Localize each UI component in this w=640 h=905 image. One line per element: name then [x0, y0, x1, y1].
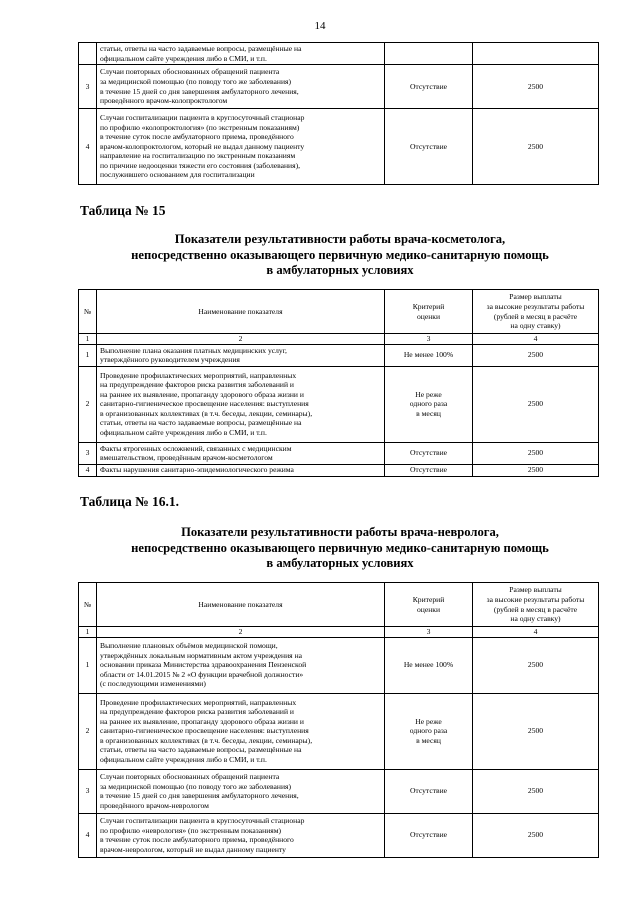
column-number: 1	[79, 334, 97, 345]
indicator-name: Случаи повторных обоснованных обращений пациента за медицинской помощью (по поводу того же заболевания) в течение 15 дней со дня завершения амбулаторного лечения, проведённого врачом-колопроктологом	[97, 65, 385, 109]
row-number: 4	[79, 464, 97, 476]
column-number: 1	[79, 627, 97, 638]
criterion-cell: Не реже одного раза в месяц	[385, 366, 473, 442]
table-row	[79, 109, 599, 185]
table-row	[79, 769, 599, 813]
column-number: 3	[385, 334, 473, 345]
table-row	[79, 637, 599, 693]
table-row	[79, 366, 599, 442]
indicator-name: Факты ятрогенных осложнений, связанных с медицинским вмешательством, проведённым врачом-косметологом	[97, 442, 385, 464]
payment-cell: 2500	[473, 637, 599, 693]
criterion-cell: Не реже одного раза в месяц	[385, 693, 473, 769]
table-row	[79, 43, 599, 65]
row-number: 3	[79, 769, 97, 813]
header-criterion: Критерий оценки	[385, 290, 473, 334]
table-row	[79, 344, 599, 366]
row-number: 3	[79, 65, 97, 109]
table-header-row	[79, 583, 599, 627]
payment-cell: 2500	[473, 693, 599, 769]
row-number: 4	[79, 109, 97, 185]
row-number: 4	[79, 813, 97, 857]
header-num: №	[79, 290, 97, 334]
table-row	[79, 813, 599, 857]
indicator-name: Проведение профилактических мероприятий, направленных на предупреждение факторов риска развития заболеваний и на раннее их выявление, пропаганду здорового образа жизни и санитарно-гигиеническое просвещение населения: выступления в организованных коллективах (в т.ч. беседы, лекции, семинары), статьи, ответы на часто задаваемые вопросы, размещённые на официальном сайте учреждения либо в СМИ, и т.п.	[97, 366, 385, 442]
row-number: 1	[79, 344, 97, 366]
page-number: 14	[314, 20, 326, 32]
criterion-cell: Отсутствие	[385, 813, 473, 857]
column-number: 2	[97, 627, 385, 638]
table-15-title: Показатели результативности работы врача-косметолога, непосредственно оказывающего первичную медико-санитарную помощь в амбулаторных условиях	[131, 232, 549, 277]
column-number: 3	[385, 627, 473, 638]
row-number: 3	[79, 442, 97, 464]
indicator-name: Выполнение плана оказания платных медицинских услуг, утверждённого руководителем учреждения	[97, 344, 385, 366]
table-header-row	[79, 290, 599, 334]
criterion-cell: Не менее 100%	[385, 344, 473, 366]
criterion-cell	[385, 43, 473, 65]
table-15-label: Таблица № 15	[80, 203, 166, 218]
indicator-name: статьи, ответы на часто задаваемые вопросы, размещённые на официальном сайте учреждения либо в СМИ, и т.п.	[97, 43, 385, 65]
header-name: Наименование показателя	[97, 583, 385, 627]
indicator-name: Факты нарушения санитарно-эпидемиологического режима	[97, 464, 385, 476]
row-number: 2	[79, 693, 97, 769]
payment-cell: 2500	[473, 464, 599, 476]
column-number: 2	[97, 334, 385, 345]
continuation-table	[78, 42, 599, 185]
column-number: 4	[473, 334, 599, 345]
indicator-name: Выполнение плановых объёмов медицинской помощи, утверждённых локальным нормативным актом учреждения на основании приказа Министерства здравоохранения Пензенской области от 14.01.2015 № 2 «О функции врачебной должности» (с последующими изменениями)	[97, 637, 385, 693]
indicator-name: Случаи повторных обоснованных обращений пациента за медицинской помощью (по поводу того же заболевания) в течение 15 дней со дня завершения амбулаторного лечения, проведённого врачом-неврологом	[97, 769, 385, 813]
header-payment: Размер выплаты за высокие результаты работы (рублей в месяц в расчёте на одну ставку)	[473, 583, 599, 627]
payment-cell: 2500	[473, 65, 599, 109]
table-16	[78, 582, 599, 858]
header-payment: Размер выплаты за высокие результаты работы (рублей в месяц в расчёте на одну ставку)	[473, 290, 599, 334]
table-16-title: Показатели результативности работы врача-невролога, непосредственно оказывающего первичную медико-санитарную помощь в амбулаторных условиях	[131, 525, 549, 570]
column-number-row	[79, 334, 599, 345]
table-row	[79, 693, 599, 769]
indicator-name: Случаи госпитализации пациента в круглосуточный стационар по профилю «колопроктология» (по экстренным показаниям) в течение суток после амбулаторного приема, проведённого врачом-колопроктологом, который не выдал данному пациенту направление на госпитализацию по экстренным показаниям по причине недооценки тяжести его состояния (заболевания), послужившего основанием для госпитализации	[97, 109, 385, 185]
payment-cell: 2500	[473, 442, 599, 464]
table-16-label: Таблица № 16.1.	[80, 494, 180, 509]
indicator-name: Проведение профилактических мероприятий, направленных на предупреждение факторов риска развития заболеваний и на раннее их выявление, пропаганду здорового образа жизни и санитарно-гигиеническое просвещение населения: выступления в организованных коллективах (в т.ч. беседы, лекции, семинары), статьи, ответы на часто задаваемые вопросы, размещённые на официальном сайте учреждения либо в СМИ, и т.п.	[97, 693, 385, 769]
criterion-cell: Отсутствие	[385, 109, 473, 185]
header-name: Наименование показателя	[97, 290, 385, 334]
indicator-name: Случаи госпитализации пациента в круглосуточный стационар по профилю «неврология» (по экстренным показаниям) в течение суток после амбулаторного приема, проведённого врачом-неврологом, который не выдал данному пациенту	[97, 813, 385, 857]
column-number-row	[79, 627, 599, 638]
table-row	[79, 442, 599, 464]
row-number	[79, 43, 97, 65]
payment-cell	[473, 43, 599, 65]
criterion-cell: Отсутствие	[385, 464, 473, 476]
criterion-cell: Отсутствие	[385, 65, 473, 109]
criterion-cell: Отсутствие	[385, 769, 473, 813]
criterion-cell: Отсутствие	[385, 442, 473, 464]
criterion-cell: Не менее 100%	[385, 637, 473, 693]
table-15	[78, 289, 599, 477]
payment-cell: 2500	[473, 109, 599, 185]
payment-cell: 2500	[473, 366, 599, 442]
column-number: 4	[473, 627, 599, 638]
table-row	[79, 464, 599, 476]
payment-cell: 2500	[473, 813, 599, 857]
row-number: 2	[79, 366, 97, 442]
row-number: 1	[79, 637, 97, 693]
header-criterion: Критерий оценки	[385, 583, 473, 627]
payment-cell: 2500	[473, 769, 599, 813]
payment-cell: 2500	[473, 344, 599, 366]
header-num: №	[79, 583, 97, 627]
table-row	[79, 65, 599, 109]
